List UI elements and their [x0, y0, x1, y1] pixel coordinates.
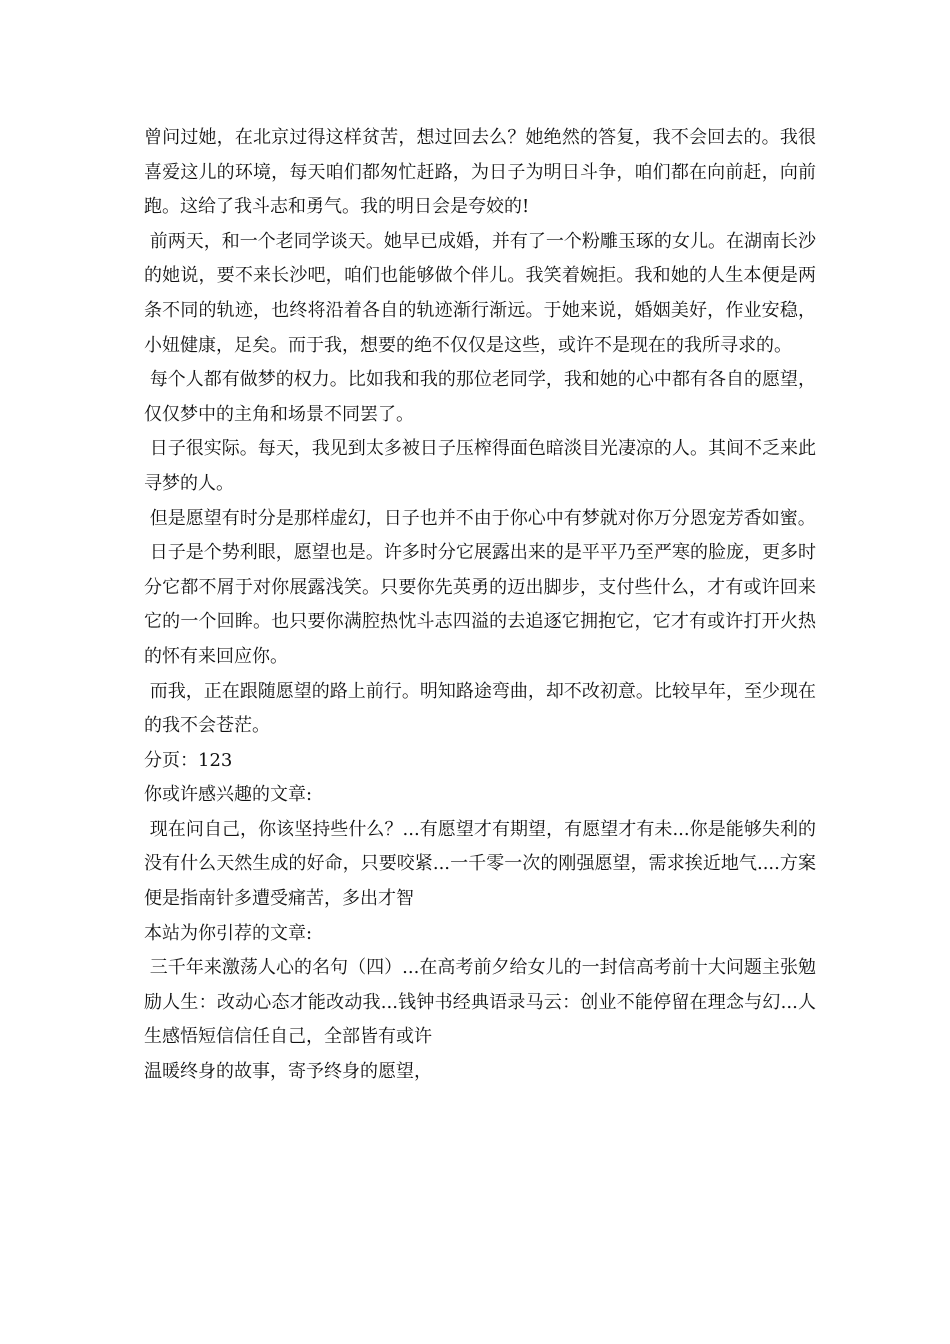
related-articles-links[interactable]: 现在问自己，你该坚持些什么？...有愿望才有期望，有愿望才有未...你是能够失利的没有什么天然生成的好命，只要咬紧...一千零一次的刚强愿望，需求挨近地气....方案便是指南针多遭受痛苦，多出才智 — [144, 818, 816, 910]
related-articles-heading: 你或许感兴趣的文章: — [144, 784, 313, 806]
paragraph-right-to-dream: 每个人都有做梦的权力。比如我和我的那位老同学，我和她的心中都有各自的愿望，仅仅梦中的主角和场景不同罢了。 — [144, 369, 816, 425]
paragraph-life-is-real: 日子很实际。每天，我见到太多被日子压榨得面色暗淡目光凄凉的人。其间不乏来此寻梦的人。 — [144, 438, 816, 494]
pagination-line[interactable]: 分页：123 — [144, 749, 233, 771]
paragraph-return-home: 曾问过她，在北京过得这样贫苦，想过回去么？她绝然的答复，我不会回去的。我很喜爱这儿的环境，每天咱们都匆忙赶路，为日子为明日斗争，咱们都在向前赶，向前跑。这给了我斗志和勇气。我的明日会是夸姣的! — [144, 127, 816, 218]
recommended-articles-heading: 本站为你引荐的文章: — [144, 922, 313, 944]
paragraph-snobbish-life: 日子是个势利眼，愿望也是。许多时分它展露出来的是平平乃至严寒的脸庞，更多时分它都不屑于对你展露浅笑。只要你先英勇的迈出脚步，支付些什么，才有或许回来它的一个回眸。也只要你满腔热忱斗志四溢的去追逐它拥抱它，它才有或许打开火热的怀有来回应你。 — [144, 542, 816, 667]
closing-line: 温暖终身的故事，寄予终身的愿望， — [144, 1061, 432, 1083]
paragraph-moving-forward: 而我，正在跟随愿望的路上前行。明知路途弯曲，却不改初意。比较早年，至少现在的我不会苍茫。 — [144, 680, 816, 737]
recommended-articles-links[interactable]: 三千年来激荡人心的名句（四）...在高考前夕给女儿的一封信高考前十大问题主张勉励人生：改动心态才能改动我...钱钟书经典语录马云：创业不能停留在理念与幻...人生感悟短信信任自己，全部皆有或许 — [144, 957, 816, 1048]
paragraph-dreams-illusory: 但是愿望有时分是那样虚幻，日子也并不由于你心中有梦就对你万分恩宠芳香如蜜。 — [144, 507, 816, 529]
document-page — [144, 121, 816, 1090]
paragraph-old-classmate: 前两天，和一个老同学谈天。她早已成婚，并有了一个粉雕玉琢的女儿。在湖南长沙的她说，要不来长沙吧，咱们也能够做个伴儿。我笑着婉拒。我和她的人生本便是两条不同的轨迹，也终将沿着各自的轨迹渐行渐远。于她来说，婚姻美好，作业安稳，小妞健康，足矣。而于我，想要的绝不仅仅是这些，或许不是现在的我所寻求的。 — [144, 230, 816, 356]
